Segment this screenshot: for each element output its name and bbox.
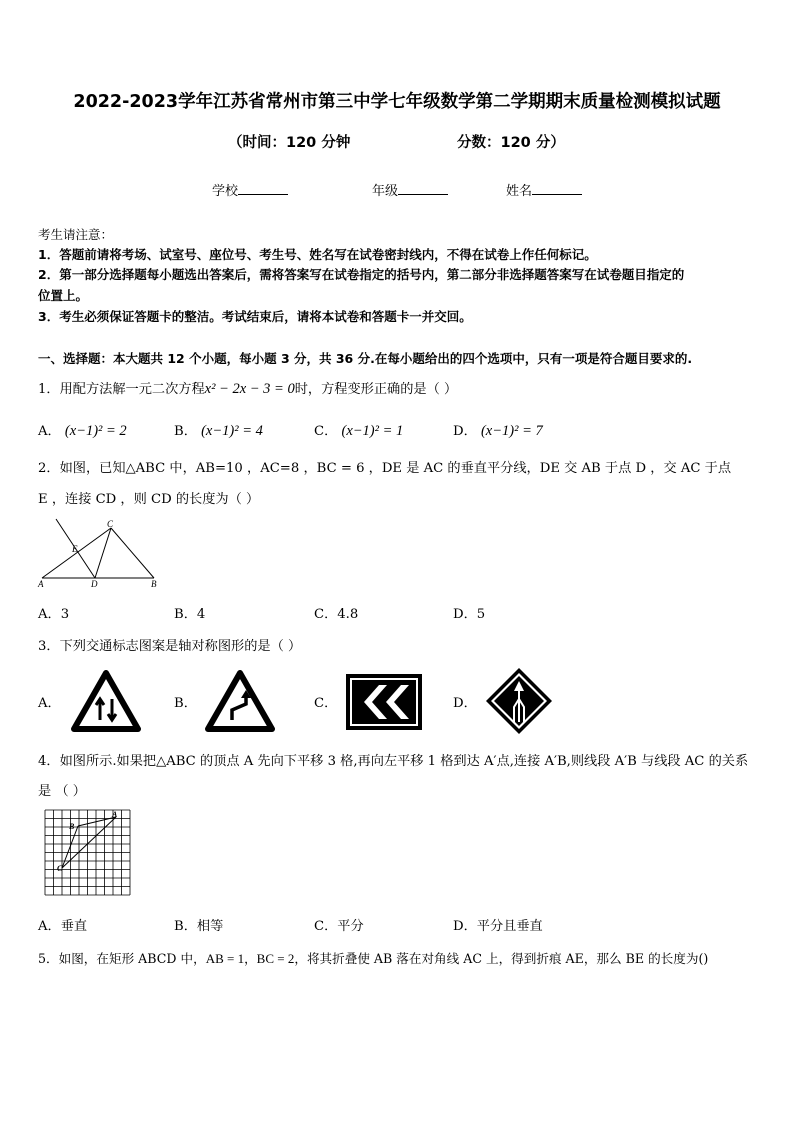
q1-option-a: A． (x−1)² = 2 <box>38 423 127 439</box>
q3-option-b: B． <box>174 696 197 711</box>
q2-label-b: B <box>151 579 157 589</box>
question-2-line-2: E ，连接 CD ，则 CD 的长度为（ ） <box>38 492 260 507</box>
q1-equation: x² − 2x − 3 = 0 <box>204 381 295 397</box>
school-field: 学校 <box>212 180 288 199</box>
note-1: 1．答题前请将考场、试室号、座位号、考生号、姓名写在试卷密封线内，不得在试卷上作任何标记。 <box>38 247 597 262</box>
q2-label-a: A <box>38 579 44 589</box>
question-4-line-1: 4．如图所示.如果把△ABC 的顶点 A 先向下平移 3 格,再向左平移 1 格到达 A′点,连接 A′B,则线段 A′B 与线段 AC 的关系 <box>38 754 749 769</box>
question-5-stem: 5．如图，在矩形 ABCD 中，AB = 1，BC = 2，将其折叠使 AB 落在对角线 AC 上，得到折痕 AE，那么 BE 的长度为() <box>38 951 709 966</box>
q2-option-c: C．4.8 <box>314 607 359 622</box>
q4-option-c: C．平分 <box>314 919 364 934</box>
section-heading: 一、选择题：本大题共 12 个小题，每小题 3 分，共 36 分.在每小题给出的四个选项中，只有一项是符合题目要求的. <box>38 351 693 366</box>
page-title: 2022-2023学年江苏省常州市第三中学七年级数学第二学期期末质量检测模拟试题 <box>73 92 721 112</box>
q4-option-d: D．平分且垂直 <box>453 919 543 934</box>
note-3: 3．考生必须保证答题卡的整洁。考试结束后，请将本试卷和答题卡一并交回。 <box>38 309 472 324</box>
q2-label-d: D <box>91 579 98 589</box>
q1-option-d: D． (x−1)² = 7 <box>453 423 543 439</box>
q4-grid-figure <box>44 809 134 897</box>
question-3-stem: 3．下列交通标志图案是轴对称图形的是（ ） <box>38 639 302 654</box>
grade-field: 年级 <box>372 180 448 199</box>
q3-option-c: C． <box>314 696 338 711</box>
merge-arrow-sign-icon <box>485 667 553 735</box>
question-2-line-1: 2．如图，已知△ABC 中，AB=10 ，AC=8 ，BC = 6 ，DE 是 AC 的垂直平分线，DE 交 AB 于点 D ，交 AC 于点 <box>38 461 732 476</box>
q4-option-b: B．相等 <box>174 919 224 934</box>
q2-label-c: C <box>107 519 114 529</box>
q3-option-d: D． <box>453 696 477 711</box>
q2-option-d: D．5 <box>453 607 486 622</box>
q2-triangle-figure <box>36 516 162 590</box>
exam-time: （时间：120 分钟 <box>228 135 351 151</box>
q1-option-c: C． (x−1)² = 1 <box>314 423 404 439</box>
exam-score: 分数：120 分） <box>457 135 565 151</box>
note-2-cont: 位置上。 <box>38 288 89 303</box>
q2-option-b: B．4 <box>174 607 206 622</box>
question-1-stem: 1．用配方法解一元二次方程x² − 2x − 3 = 0时，方程变形正确的是（ ） <box>38 381 458 397</box>
two-way-traffic-sign-icon <box>71 670 141 732</box>
q4-label-b: B <box>69 822 75 831</box>
q4-label-a: A <box>112 810 118 819</box>
name-field: 姓名 <box>506 180 582 199</box>
note-2: 2．第一部分选择题每小题选出答案后，需将答案写在试卷指定的括号内，第二部分非选择题答案写在试卷题目指定的 <box>38 267 685 282</box>
question-4-line-2: 是 （ ） <box>38 784 86 799</box>
zigzag-arrow-sign-icon <box>205 670 275 732</box>
q4-option-a: A．垂直 <box>38 919 88 934</box>
q2-label-e: E <box>72 544 78 554</box>
chevron-sign-icon <box>345 673 423 731</box>
q3-option-a: A． <box>38 696 61 711</box>
q2-option-a: A．3 <box>38 607 70 622</box>
notes-heading: 考生请注意： <box>38 227 114 242</box>
q1-option-b: B． (x−1)² = 4 <box>174 423 263 439</box>
q4-label-c: C <box>57 864 63 873</box>
